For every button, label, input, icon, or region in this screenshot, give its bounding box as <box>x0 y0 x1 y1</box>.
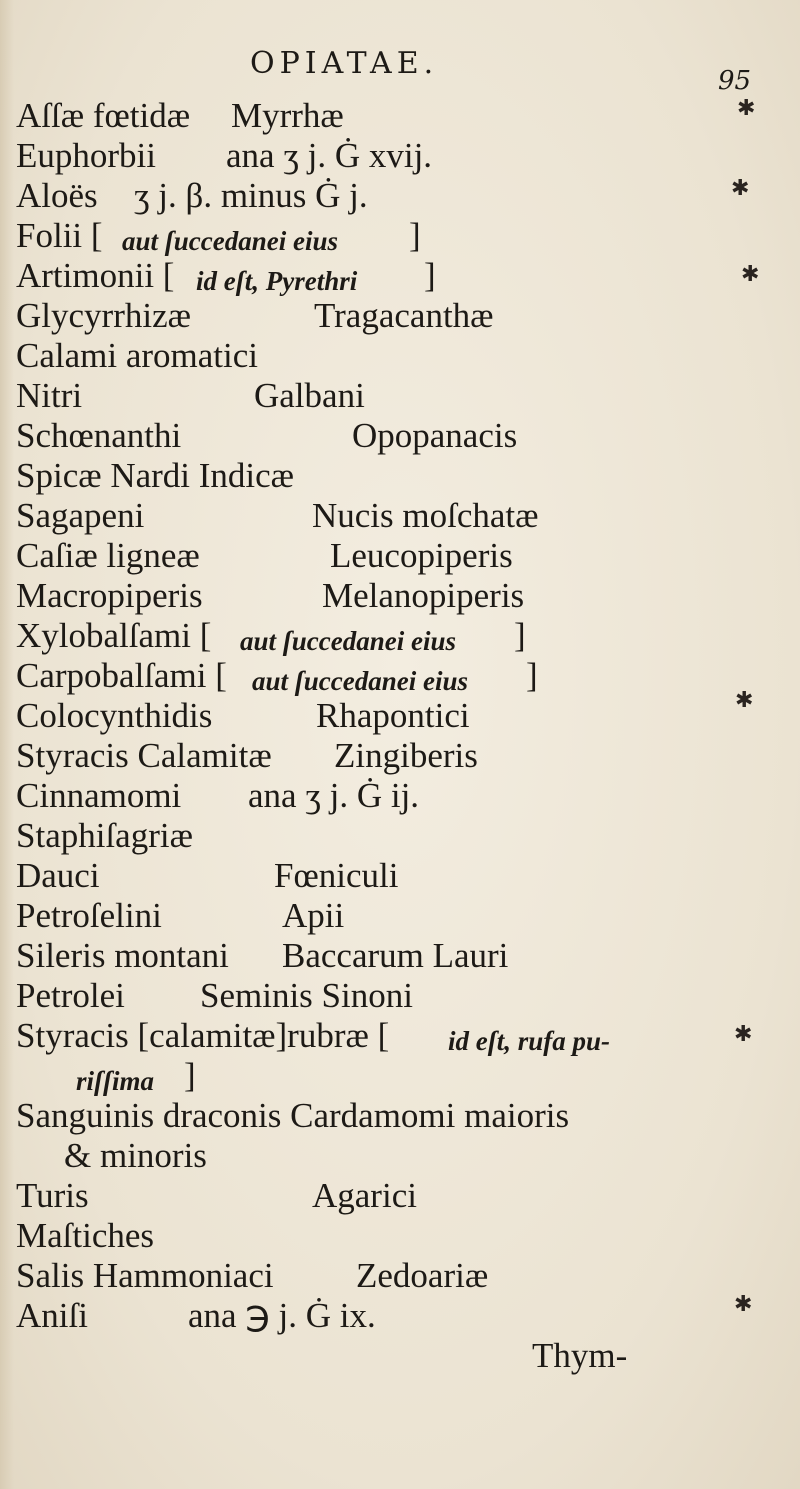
line-segment: Melanopiperis <box>322 576 525 615</box>
line-segment: Salis Hammoniaci <box>16 1256 274 1295</box>
text-line <box>16 936 776 976</box>
line-segment: ] <box>514 616 526 655</box>
text-line <box>16 496 776 536</box>
line-segment: Nitri <box>16 376 83 415</box>
text-line <box>16 376 776 416</box>
catchword: Thym- <box>532 1336 628 1375</box>
text-line <box>16 1096 776 1136</box>
line-segment: Sileris montani <box>16 936 229 975</box>
line-segment: Aſſæ fœtidæ <box>16 96 191 135</box>
line-segment: Aloës <box>16 176 98 215</box>
line-segment: ] <box>184 1056 196 1095</box>
line-segment: Petroſelini <box>16 896 162 935</box>
line-segment: Glycyrrhizæ <box>16 296 191 335</box>
line-segment: Petrolei <box>16 976 125 1015</box>
line-segment: Schœnanthi <box>16 416 182 455</box>
line-segment: Calami aromatici <box>16 336 258 375</box>
italic-gloss: id eſt, rufa pu- <box>448 1026 610 1056</box>
text-line <box>16 896 776 936</box>
line-segment: Spicæ Nardi Indicæ <box>16 456 295 495</box>
line-segment: Cinnamomi <box>16 776 182 815</box>
line-segment: Galbani <box>254 376 365 415</box>
italic-gloss: riſſima <box>76 1066 154 1096</box>
line-segment: Fœniculi <box>274 856 399 895</box>
text-line <box>16 616 776 656</box>
italic-gloss: aut ſuccedanei eius <box>252 666 468 696</box>
line-segment: Zingiberis <box>334 736 478 775</box>
text-line <box>16 1256 776 1296</box>
line-segment: Zedoariæ <box>356 1256 489 1295</box>
line-segment: Caſiæ ligneæ <box>16 536 200 575</box>
text-line <box>16 816 776 856</box>
line-segment: Macropiperis <box>16 576 203 615</box>
line-segment: Nucis moſchatæ <box>312 496 539 535</box>
text-line <box>16 696 776 736</box>
text-line <box>16 1176 776 1216</box>
text-line <box>16 976 776 1016</box>
line-segment: Colocynthidis <box>16 696 213 735</box>
text-line <box>16 296 776 336</box>
line-segment: ] <box>409 216 421 255</box>
line-segment: ana ℈ j. Ġ ix. <box>188 1296 376 1335</box>
running-head: OPIATAE. <box>250 46 439 81</box>
line-segment: Dauci <box>16 856 100 895</box>
margin-asterisk-mark: ✱ <box>737 96 756 121</box>
line-segment: Sagapeni <box>16 496 145 535</box>
text-line <box>16 576 776 616</box>
line-segment: ana ʒ j. Ġ xvij. <box>226 136 433 175</box>
italic-gloss: aut ſuccedanei eius <box>122 226 338 256</box>
text-line <box>16 856 776 896</box>
line-segment: Apii <box>282 896 345 935</box>
line-segment: Carpobalſami [ <box>16 656 227 695</box>
line-segment: Artimonii [ <box>16 256 175 295</box>
text-line <box>16 1296 776 1336</box>
line-segment: Opopanacis <box>352 416 518 455</box>
line-segment: ʒ j. β. minus Ġ j. <box>134 176 368 215</box>
line-segment: ] <box>526 656 538 695</box>
text-line <box>16 176 776 216</box>
line-segment: Rhapontici <box>316 696 470 735</box>
line-segment: Seminis Sinoni <box>200 976 413 1015</box>
line-segment: Maſtiches <box>16 1216 155 1255</box>
line-segment: ] <box>424 256 436 295</box>
text-line <box>16 656 776 696</box>
margin-asterisk-mark: ✱ <box>741 262 760 287</box>
text-line <box>16 216 776 256</box>
line-segment: Baccarum Lauri <box>282 936 509 975</box>
line-segment: Tragacanthæ <box>314 296 494 335</box>
text-line <box>16 136 776 176</box>
line-segment: Styracis Calamitæ <box>16 736 272 775</box>
line-segment: Myrrhæ <box>231 96 344 135</box>
page-gutter-shadow <box>0 0 14 1489</box>
line-segment: Agarici <box>312 1176 417 1215</box>
line-segment: Turis <box>16 1176 89 1215</box>
margin-asterisk-mark: ✱ <box>735 688 754 713</box>
line-segment: Euphorbii <box>16 136 156 175</box>
text-line <box>16 1216 776 1256</box>
text-line <box>16 96 776 136</box>
line-segment: Folii [ <box>16 216 103 255</box>
margin-asterisk-mark: ✱ <box>734 1292 753 1317</box>
text-line <box>16 1056 776 1096</box>
page-number: 95 <box>718 66 752 96</box>
text-line <box>16 1336 776 1376</box>
text-line <box>16 256 776 296</box>
text-line <box>16 536 776 576</box>
line-segment: Xylobalſami [ <box>16 616 212 655</box>
line-segment: ana ʒ j. Ġ ij. <box>248 776 420 815</box>
text-line <box>16 1016 776 1056</box>
line-segment: Staphiſagriæ <box>16 816 193 855</box>
line-segment: Aniſi <box>16 1296 88 1335</box>
margin-asterisk-mark: ✱ <box>734 1022 753 1047</box>
margin-asterisk-mark: ✱ <box>731 176 750 201</box>
line-segment: & minoris <box>64 1136 207 1175</box>
text-line <box>16 456 776 496</box>
text-line <box>16 736 776 776</box>
line-segment: Styracis [calamitæ]rubræ [ <box>16 1016 390 1055</box>
line-segment: Sanguinis draconis Cardamomi maioris <box>16 1096 570 1135</box>
line-segment: Leucopiperis <box>330 536 513 575</box>
text-line <box>16 1136 776 1176</box>
text-line <box>16 776 776 816</box>
italic-gloss: aut ſuccedanei eius <box>240 626 456 656</box>
text-line <box>16 416 776 456</box>
text-line <box>16 336 776 376</box>
italic-gloss: id eſt, Pyrethri <box>196 266 358 296</box>
